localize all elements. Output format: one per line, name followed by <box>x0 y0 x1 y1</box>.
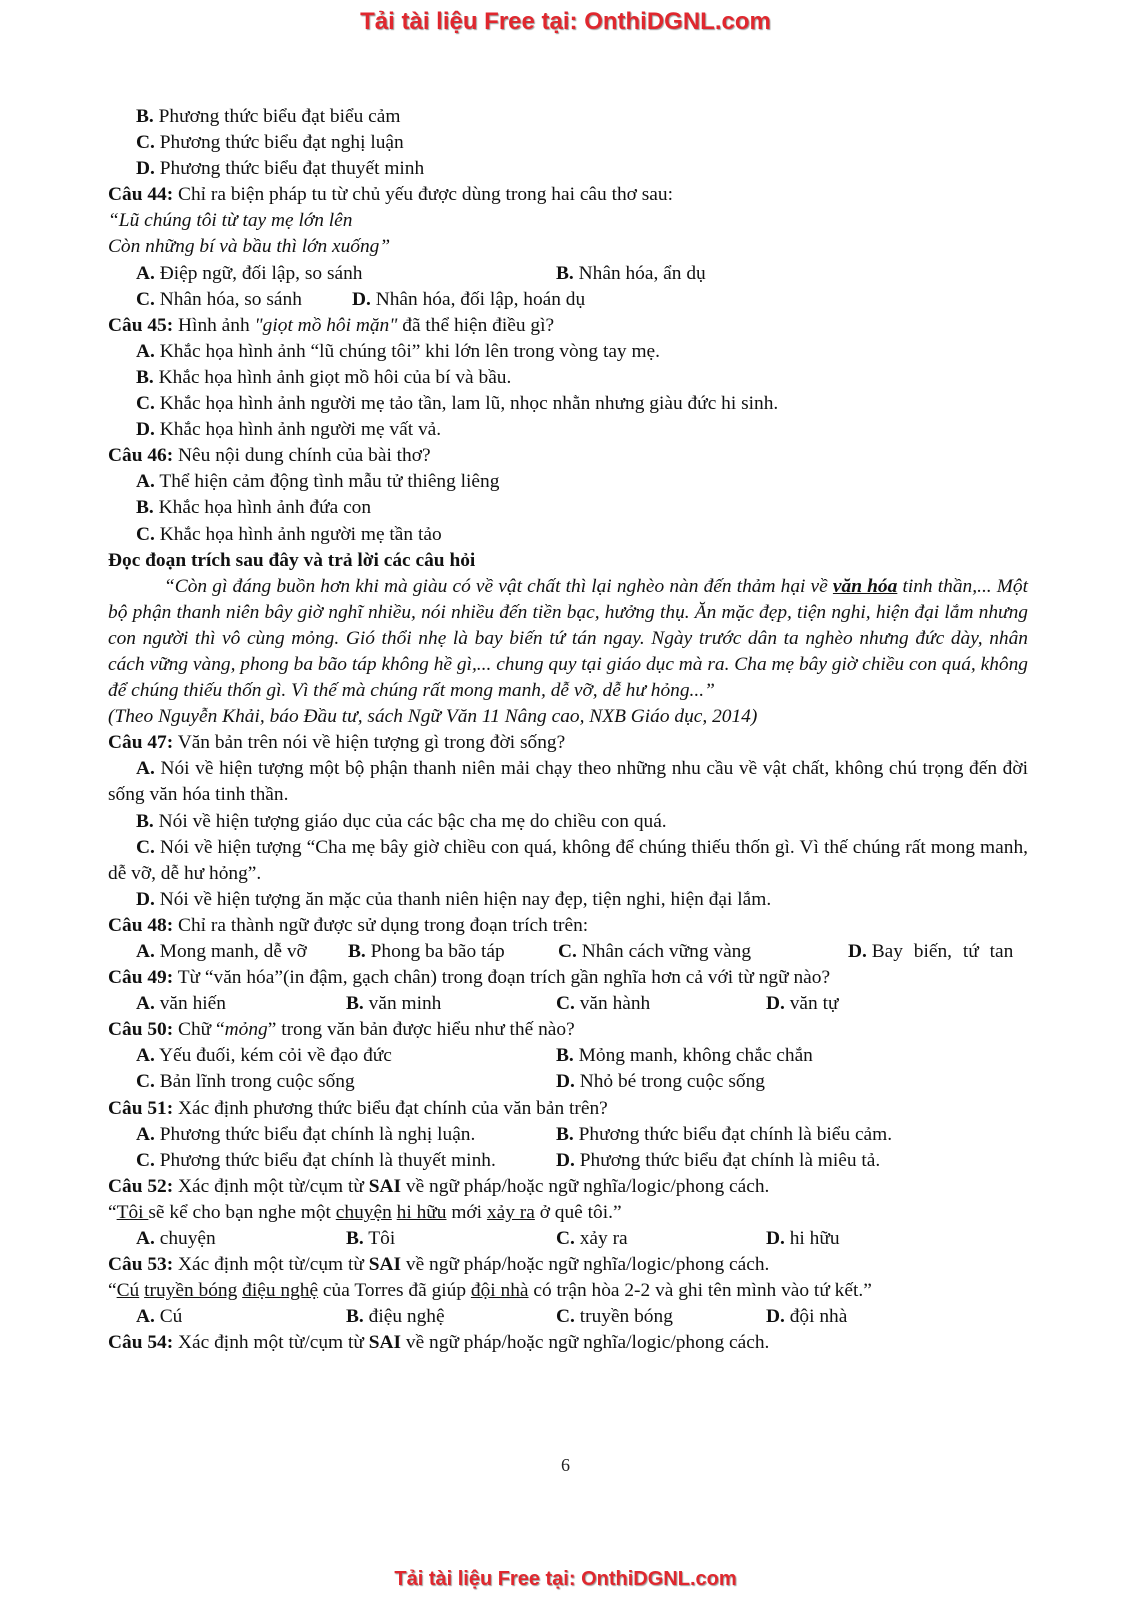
q44-options-row-2: C. Nhân hóa, so sánh D. Nhân hóa, đối lập, hoán dụ <box>136 288 586 310</box>
footer-watermark-link[interactable]: Tải tài liệu Free tại: OnthiDGNL.com <box>394 1568 737 1590</box>
question-46: Câu 46: Nêu nội dung chính của bài thơ? <box>108 445 431 467</box>
q47-option-d: D. Nói về hiện tượng ăn mặc của thanh niên hiện nay đẹp, tiện nghi, hiện đại lắm. <box>136 888 772 910</box>
reading-heading: Đọc đoạn trích sau đây và trả lời các câu hỏi <box>108 549 476 571</box>
question-53: Câu 53: Xác định một từ/cụm từ SAI về ngữ pháp/hoặc ngữ nghĩa/logic/phong cách. <box>108 1254 770 1276</box>
passage-source: (Theo Nguyễn Khải, báo Đầu tư, sách Ngữ Văn 11 Nâng cao, NXB Giáo dục, 2014) <box>108 706 758 728</box>
q50-options-row-1: A. Yếu đuối, kém cỏi về đạo đức B. Mỏng manh, không chắc chắn <box>136 1045 813 1067</box>
question-44: Câu 44: Chỉ ra biện pháp tu từ chủ yếu được dùng trong hai câu thơ sau: <box>108 184 673 206</box>
poem-line-2: Còn những bí và bầu thì lớn xuống” <box>108 236 391 258</box>
q44-options-row-1: A. Điệp ngữ, đối lập, so sánh B. Nhân hóa, ẩn dụ <box>136 262 706 284</box>
q45-option-c: C. Khắc họa hình ảnh người mẹ tảo tần, lam lũ, nhọc nhằn nhưng giàu đức hi sinh. <box>136 393 779 415</box>
q53-options: A. Cú B. điệu nghệ C. truyền bóng D. đội nhà <box>136 1306 848 1328</box>
option-b: B. Phương thức biểu đạt biểu cảm <box>136 106 401 127</box>
q53-sentence: “Cú truyền bóng điệu nghệ của Torres đã giúp đội nhà có trận hòa 2-2 và ghi tên mình vào tứ kết.” <box>108 1280 872 1302</box>
q45-option-a: A. Khắc họa hình ảnh “lũ chúng tôi” khi lớn lên trong vòng tay mẹ. <box>136 340 661 362</box>
q52-options: A. chuyện B. Tôi C. xảy ra D. hi hữu <box>136 1228 840 1250</box>
reading-passage: “Còn gì đáng buồn hơn khi mà giàu có về vật chất thì lại nghèo nàn đến thảm hại về văn hóa tinh thần,... Một bộ phận thanh niên bây giờ nghĩ nhiều, nói nhiều đến tiền bạc, hưởng thụ. Ăn mặc đẹp, tiện nghi, hiện đại lắm nhưng con người thì vô cùng mỏng. Gió thổi nhẹ là bay biến tứ tán ngay. Ngày trước dân ta nghèo nhưng đức dày, nhân cách vững vàng, phong ba bão táp không hề gì,... chung quy tại giáo dục mà ra. Cha mẹ bây giờ chiều con quá, không để chúng thiếu thốn gì. Vì thế mà chúng rất mong manh, dễ vỡ, dễ hư hỏng...” <box>108 575 1029 702</box>
q52-sentence: “Tôi sẽ kể cho bạn nghe một chuyện hi hữu mới xảy ra ở quê tôi.” <box>108 1201 622 1223</box>
q50-options-row-2: C. Bản lĩnh trong cuộc sống D. Nhỏ bé trong cuộc sống <box>136 1071 765 1093</box>
q47-option-c: C. Nói về hiện tượng “Cha mẹ bây giờ chiều con quá, không để chúng thiếu thốn gì. Vì thế chúng rất mong manh, dễ vỡ, dễ hư hỏng”. <box>108 836 1028 884</box>
q51-options-row-2: C. Phương thức biểu đạt chính là thuyết minh. D. Phương thức biểu đạt chính là miêu tả. <box>136 1149 881 1171</box>
q47-option-a: A. Nói về hiện tượng một bộ phận thanh niên mải chạy theo những nhu cầu về vật chất, không chú trọng đến đời sống văn hóa tinh thần. <box>108 758 1028 806</box>
question-50: Câu 50: Chữ “mỏng” trong văn bản được hiểu như thế nào? <box>108 1019 575 1041</box>
question-49: Câu 49: Từ “văn hóa”(in đậm, gạch chân) trong đoạn trích gần nghĩa hơn cả với từ ngữ nào? <box>108 967 831 989</box>
header-watermark-link[interactable]: Tải tài liệu Free tại: OnthiDGNL.com <box>360 8 771 35</box>
q46-option-c: C. Khắc họa hình ảnh người mẹ tần tảo <box>136 523 442 545</box>
q46-option-b: B. Khắc họa hình ảnh đứa con <box>136 497 372 519</box>
q51-options-row-1: A. Phương thức biểu đạt chính là nghị luận. B. Phương thức biểu đạt chính là biểu cảm. <box>136 1123 893 1145</box>
q47-option-b: B. Nói về hiện tượng giáo dục của các bậc cha mẹ do chiều con quá. <box>136 810 667 832</box>
question-47: Câu 47: Văn bản trên nói về hiện tượng gì trong đời sống? <box>108 732 566 754</box>
option-d: D. Phương thức biểu đạt thuyết minh <box>136 158 425 180</box>
question-54: Câu 54: Xác định một từ/cụm từ SAI về ngữ pháp/hoặc ngữ nghĩa/logic/phong cách. <box>108 1332 770 1354</box>
q45-option-b: B. Khắc họa hình ảnh giọt mồ hôi của bí và bầu. <box>136 366 512 388</box>
question-45: Câu 45: Hình ảnh "giọt mồ hôi mặn" đã thể hiện điều gì? <box>108 314 555 336</box>
question-52: Câu 52: Xác định một từ/cụm từ SAI về ngữ pháp/hoặc ngữ nghĩa/logic/phong cách. <box>108 1175 770 1197</box>
q46-option-a: A. Thể hiện cảm động tình mẫu tử thiêng liêng <box>136 471 500 493</box>
question-51: Câu 51: Xác định phương thức biểu đạt chính của văn bản trên? <box>108 1097 608 1119</box>
poem-line-1: “Lũ chúng tôi từ tay mẹ lớn lên <box>108 210 353 232</box>
page-number: 6 <box>561 1455 570 1475</box>
q48-options: A. Mong manh, dễ vỡ B. Phong ba bão táp C. Nhân cách vững vàng D. Bay biến, tứ tan <box>136 941 1014 962</box>
question-48: Câu 48: Chỉ ra thành ngữ được sử dụng trong đoạn trích trên: <box>108 914 589 936</box>
q45-option-d: D. Khắc họa hình ảnh người mẹ vất vả. <box>136 419 442 441</box>
option-c: C. Phương thức biểu đạt nghị luận <box>136 132 404 154</box>
document-page <box>108 104 1028 1357</box>
q49-options: A. văn hiến B. văn minh C. văn hành D. văn tự <box>136 993 839 1015</box>
